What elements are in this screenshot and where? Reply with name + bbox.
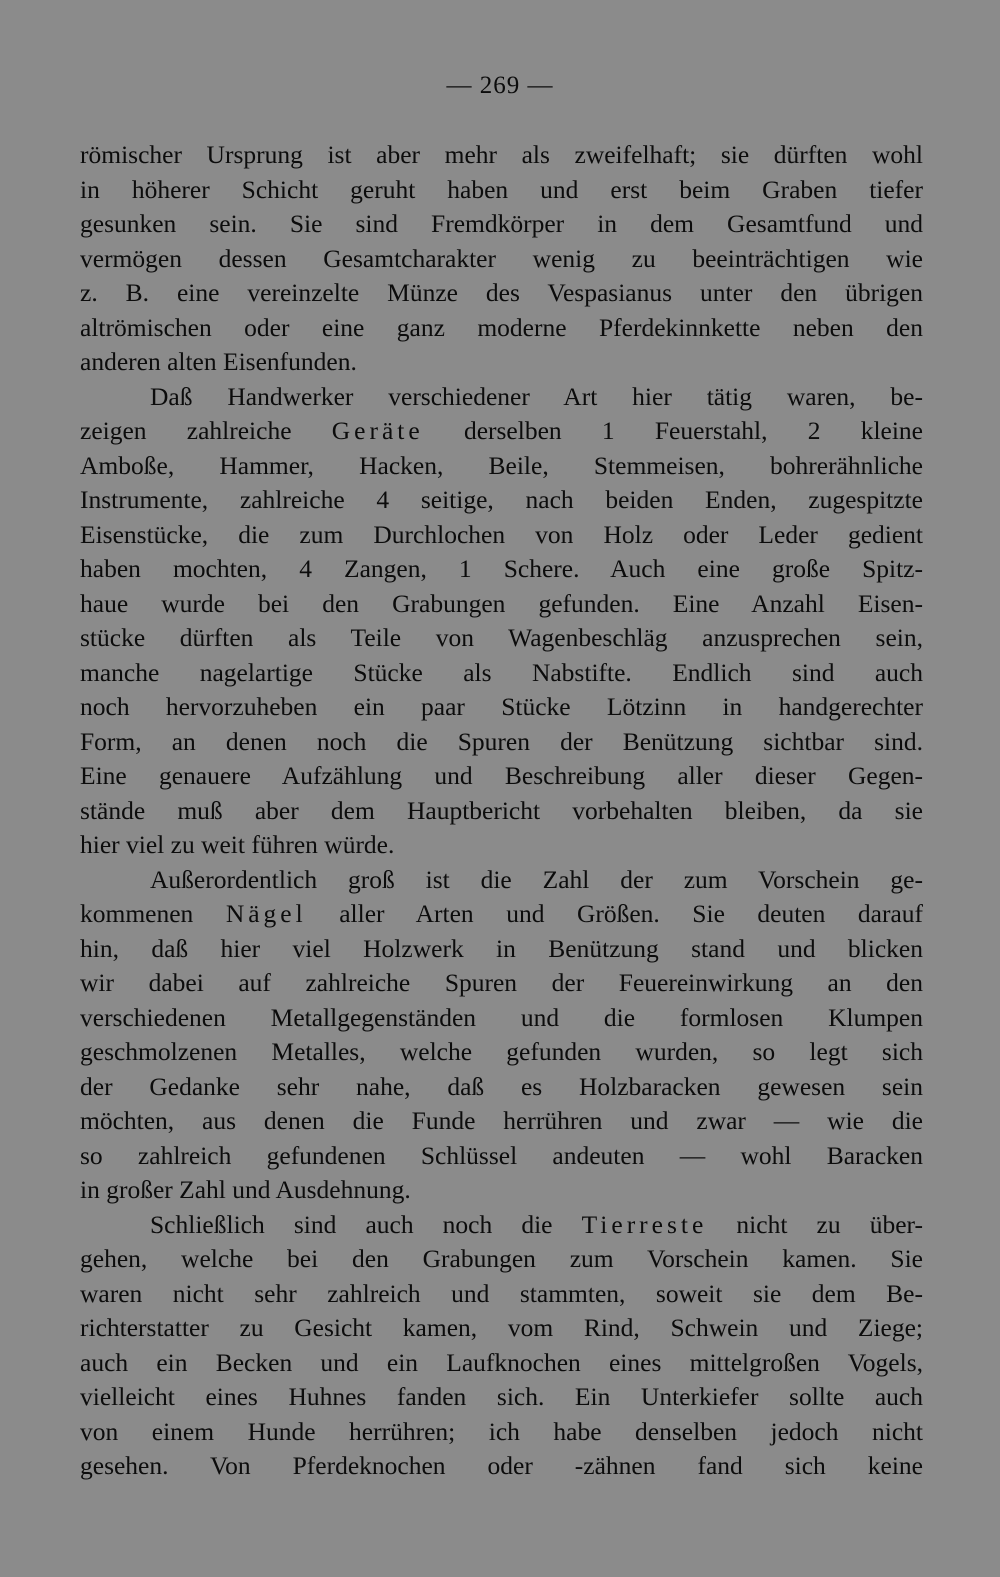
text-line: in großer Zahl und Ausdehnung. bbox=[80, 1175, 411, 1204]
text-line: haue wurde bei den Grabungen gefunden. Eine Anzahl Eisen- bbox=[80, 588, 923, 618]
spaced-term: Geräte bbox=[331, 416, 424, 445]
text-line: hin, daß hier viel Holzwerk in Benützung stand und blicken bbox=[80, 933, 923, 963]
text-line: richterstatter zu Gesicht kamen, vom Rind, Schwein und Ziege; bbox=[80, 1313, 923, 1342]
text-line: noch hervorzuheben ein paar Stücke Lötzinn in handgerechter bbox=[80, 692, 923, 721]
text-line: Eisenstücke, die zum Durchlochen von Holz oder Leder gedient bbox=[80, 519, 923, 549]
text-line: manche nagelartige Stücke als Nabstifte. Endlich sind auch bbox=[80, 657, 923, 687]
text-line: stücke dürften als Teile von Wagenbeschläg anzusprechen sein, bbox=[80, 623, 923, 652]
text-run: aller Arten und Größen. Sie deuten darauf bbox=[306, 899, 923, 928]
text-line: Form, an denen noch die Spuren der Benützung sichtbar sind. bbox=[80, 726, 923, 756]
text-line: haben mochten, 4 Zangen, 1 Schere. Auch eine große Spitz- bbox=[80, 554, 923, 583]
text-line: wir dabei auf zahlreiche Spuren der Feuereinwirkung an den bbox=[80, 968, 923, 997]
text-line: gesunken sein. Sie sind Fremdkörper in dem Gesamtfund und bbox=[80, 209, 923, 238]
text-line: Daß Handwerker verschiedener Art hier tätig waren, be- bbox=[150, 381, 923, 411]
text-line: römischer Ursprung ist aber mehr als zweifelhaft; sie dürften wohl bbox=[80, 140, 923, 169]
text-line: Außerordentlich groß ist die Zahl der zum Vorschein ge- bbox=[150, 864, 923, 894]
text-line bbox=[80, 414, 923, 449]
text-line bbox=[80, 897, 923, 932]
text-line: in höherer Schicht geruht haben und erst beim Graben tiefer bbox=[80, 174, 923, 204]
body-text bbox=[80, 138, 923, 1484]
text-line: stände muß aber dem Hauptbericht vorbehalten bleiben, da sie bbox=[80, 795, 923, 825]
text-line: verschiedenen Metallgegenständen und die formlosen Klumpen bbox=[80, 1002, 923, 1032]
text-line bbox=[80, 1208, 923, 1243]
text-line: so zahlreich gefundenen Schlüssel andeuten — wohl Baracken bbox=[80, 1140, 923, 1170]
text-line: hier viel zu weit führen würde. bbox=[80, 830, 395, 859]
text-line: waren nicht sehr zahlreich und stammten, soweit sie dem Be- bbox=[80, 1278, 923, 1308]
text-line: vermögen dessen Gesamtcharakter wenig zu beeinträchtigen wie bbox=[80, 243, 923, 273]
text-run: kommenen bbox=[80, 899, 226, 928]
text-run: zeigen zahlreiche bbox=[80, 416, 332, 445]
text-line: vielleicht eines Huhnes fanden sich. Ein Unterkiefer sollte auch bbox=[80, 1382, 923, 1411]
text-line: Amboße, Hammer, Hacken, Beile, Stemmeisen, bohrerähnliche bbox=[80, 450, 923, 480]
text-line: der Gedanke sehr nahe, daß es Holzbaracken gewesen sein bbox=[80, 1071, 923, 1101]
text-line: von einem Hunde herrühren; ich habe denselben jedoch nicht bbox=[80, 1416, 923, 1446]
text-line: gesehen. Von Pferdeknochen oder -zähnen fand sich keine bbox=[80, 1451, 923, 1480]
text-line: altrömischen oder eine ganz moderne Pferdekinnkette neben den bbox=[80, 312, 923, 342]
text-run: Schließlich sind auch noch die bbox=[150, 1209, 582, 1239]
text-line: z. B. eine vereinzelte Münze des Vespasianus unter den übrigen bbox=[80, 278, 923, 307]
spaced-term: Tierreste bbox=[581, 1209, 708, 1239]
text-line: Instrumente, zahlreiche 4 seitige, nach beiden Enden, zugespitzte bbox=[80, 485, 923, 514]
text-line: geschmolzenen Metalles, welche gefunden wurden, so legt sich bbox=[80, 1037, 923, 1066]
text-line: anderen alten Eisenfunden. bbox=[80, 347, 357, 376]
text-run: derselben 1 Feuerstahl, 2 kleine bbox=[423, 416, 923, 445]
text-line: gehen, welche bei den Grabungen zum Vorschein kamen. Sie bbox=[80, 1244, 923, 1273]
text-line: auch ein Becken und ein Laufknochen eines mittelgroßen Vogels, bbox=[80, 1347, 923, 1377]
page-number: — 269 — bbox=[446, 72, 554, 99]
text-line: Eine genauere Aufzählung und Beschreibung aller dieser Gegen- bbox=[80, 761, 923, 790]
text-run: nicht zu über- bbox=[707, 1209, 923, 1239]
text-line: möchten, aus denen die Funde herrühren und zwar — wie die bbox=[80, 1106, 923, 1135]
spaced-term: Nägel bbox=[225, 899, 307, 928]
